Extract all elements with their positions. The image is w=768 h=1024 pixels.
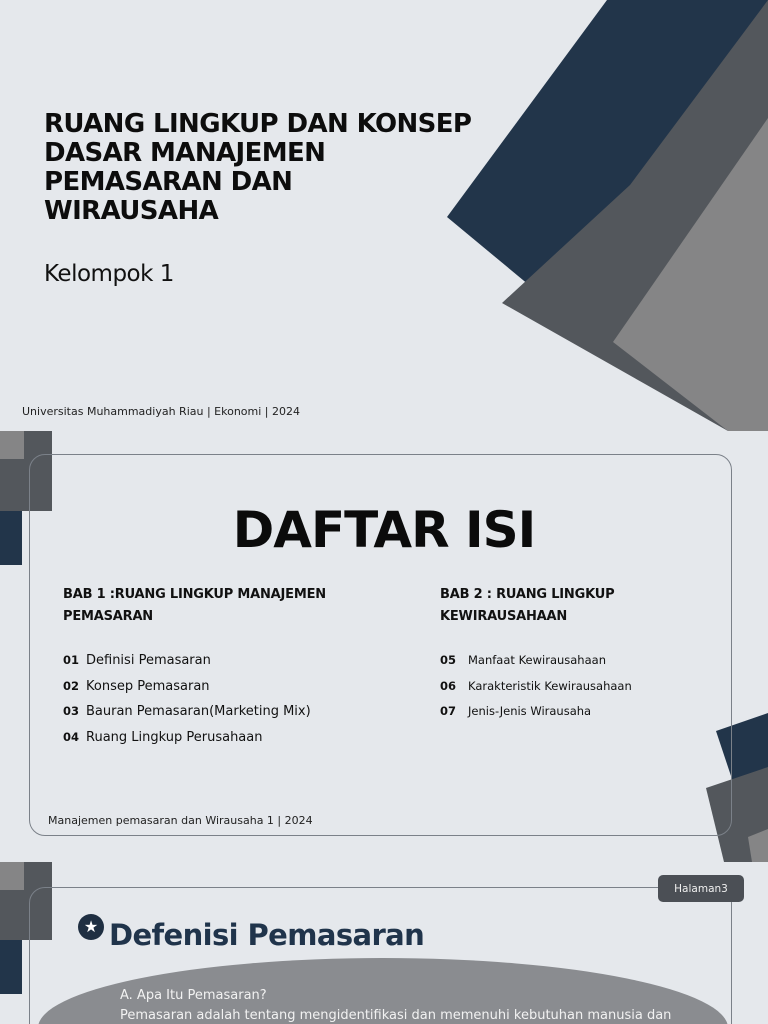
- item-number: 01: [63, 653, 80, 667]
- light-gray-block-shape: [0, 862, 24, 890]
- toc-title: DAFTAR ISI: [232, 501, 536, 559]
- table-of-contents-slide: [0, 431, 768, 862]
- toc-item[interactable]: [440, 704, 690, 730]
- question-text: A. Apa Itu Pemasaran?: [120, 988, 267, 1003]
- item-label: Bauran Pemasaran(Marketing Mix): [86, 704, 311, 719]
- item-number: 07: [440, 704, 457, 718]
- presentation-title: RUANG LINGKUP DAN KONSEP DASAR MANAJEMEN PEMASARAN DAN WIRAUSAHA: [44, 109, 472, 226]
- item-label: Ruang Lingkup Perusahaan: [86, 729, 263, 745]
- toc-column-bab1: [63, 584, 393, 755]
- presentation-subtitle: Kelompok 1: [44, 261, 174, 287]
- toc-item[interactable]: [63, 679, 393, 705]
- section-title: Defenisi Pemasaran: [109, 918, 425, 952]
- toc-item[interactable]: [63, 653, 393, 679]
- toc-list: [63, 653, 393, 755]
- slide-footer: Universitas Muhammadiyah Riau | Ekonomi | 2024: [22, 405, 300, 418]
- item-number: 06: [440, 678, 457, 693]
- toc-column-bab2: [440, 584, 690, 730]
- navy-block-shape: [0, 932, 22, 994]
- item-label: Definisi Pemasaran: [86, 653, 211, 668]
- toc-item[interactable]: [63, 730, 393, 756]
- chapter-heading: BAB 2 : RUANG LINGKUP KEWIRAUSAHAAN: [440, 587, 615, 624]
- toc-item[interactable]: [440, 679, 690, 705]
- item-label: Karakteristik Kewirausahaan: [468, 678, 632, 693]
- item-label: Konsep Pemasaran: [86, 678, 210, 694]
- answer-text: Pemasaran adalah tentang mengidentifikasi dan memenuhi kebutuhan manusia dan: [120, 1008, 672, 1023]
- item-number: 04: [63, 729, 80, 744]
- item-number: 03: [63, 704, 80, 718]
- title-slide: [0, 0, 768, 431]
- slide-footer: Manajemen pemasaran dan Wirausaha 1 | 2024: [48, 814, 313, 827]
- item-label: Jenis-Jenis Wirausaha: [468, 704, 592, 718]
- chapter-heading: BAB 1 :RUANG LINGKUP MANAJEMEN PEMASARAN: [63, 587, 326, 624]
- toc-item[interactable]: [440, 653, 690, 679]
- item-number: 02: [63, 678, 80, 693]
- toc-item[interactable]: [63, 704, 393, 730]
- item-number: 05: [440, 653, 457, 667]
- definition-text: [120, 986, 680, 1024]
- page-badge: Halaman3: [658, 875, 744, 902]
- definition-slide: [0, 862, 768, 1024]
- item-label: Manfaat Kewirausahaan: [468, 653, 606, 667]
- light-gray-block-shape: [0, 431, 24, 459]
- toc-list: [440, 653, 690, 730]
- star-icon: ★: [78, 914, 104, 940]
